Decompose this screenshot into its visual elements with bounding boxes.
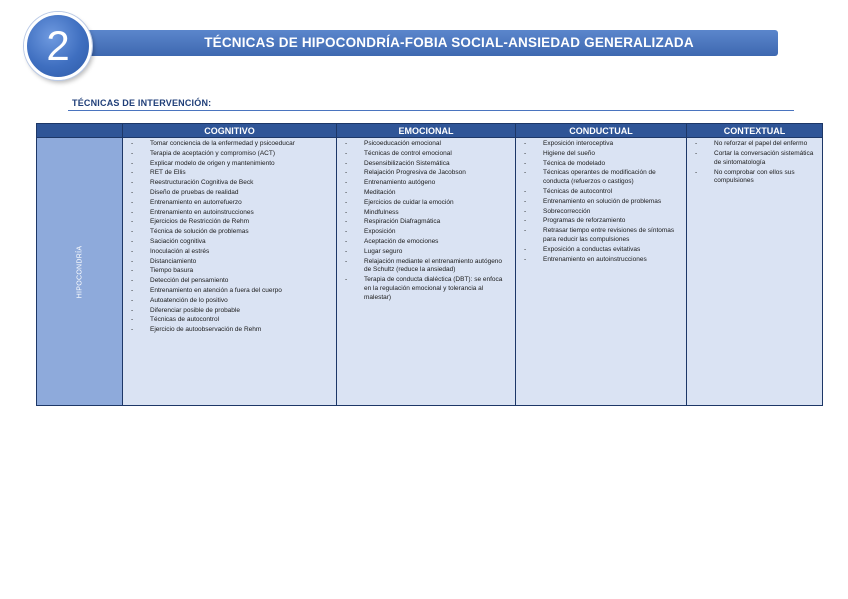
list-item: - Sobrecorrección: [522, 208, 682, 217]
section-number-badge: 2: [24, 12, 92, 80]
list-item: - Entrenamiento en autorrefuerzo: [129, 199, 332, 208]
list-item: - Distanciamiento: [129, 258, 332, 267]
table-row: [37, 138, 823, 406]
title-banner: [60, 30, 778, 56]
list-item: - Aceptación de emociones: [343, 238, 511, 247]
list-item: - Diseño de pruebas de realidad: [129, 189, 332, 198]
list-item: - Exposición: [343, 228, 511, 237]
cell-emocional: [337, 138, 516, 406]
list-item: - Explicar modelo de origen y mantenimiento: [129, 160, 332, 169]
list-item: - Tomar conciencia de la enfermedad y psicoeducar: [129, 140, 332, 149]
page-title: TÉCNICAS DE HIPOCONDRÍA-FOBIA SOCIAL-ANSIEDAD GENERALIZADA: [204, 35, 694, 50]
list-emocional: [343, 140, 511, 303]
list-item: - Entrenamiento en autoinstrucciones: [129, 209, 332, 218]
list-item: - Lugar seguro: [343, 248, 511, 257]
list-item: - Diferenciar posible de probable: [129, 307, 332, 316]
section-heading: TÉCNICAS DE INTERVENCIÓN:: [72, 98, 212, 108]
list-item: - Saciación cognitiva: [129, 238, 332, 247]
column-header-cognitivo: COGNITIVO: [123, 124, 337, 138]
list-item: - Psicoeducación emocional: [343, 140, 511, 149]
list-item: - Técnicas de control emocional: [343, 150, 511, 159]
list-item: - Inoculación al estrés: [129, 248, 332, 257]
list-item: - Respiración Diafragmática: [343, 218, 511, 227]
list-item: - Retrasar tiempo entre revisiones de síntomas para reducir las compulsiones: [522, 227, 682, 245]
list-item: - Desensibilización Sistemática: [343, 160, 511, 169]
section-divider: [68, 110, 794, 111]
cell-conductual: [516, 138, 687, 406]
list-item: - Terapia de conducta dialéctica (DBT): se enfoca en la regulación emocional y tolerancia al malestar): [343, 276, 511, 303]
list-item: - Ejercicios de cuidar la emoción: [343, 199, 511, 208]
cell-contextual: [687, 138, 823, 406]
list-item: - Exposición a conductas evitativas: [522, 246, 682, 255]
list-item: - Ejercicio de autoobservación de Rehm: [129, 326, 332, 335]
column-header-emocional: EMOCIONAL: [337, 124, 516, 138]
list-conductual: [522, 140, 682, 265]
list-item: - Tiempo basura: [129, 267, 332, 276]
list-item: - Meditación: [343, 189, 511, 198]
list-contextual: [693, 140, 818, 186]
list-item: - Mindfulness: [343, 209, 511, 218]
list-item: - Entrenamiento en solución de problemas: [522, 198, 682, 207]
list-item: - Técnicas de autocontrol: [522, 188, 682, 197]
table-header-row: [37, 124, 823, 138]
list-item: - Relajación Progresiva de Jacobson: [343, 169, 511, 178]
header-corner-cell: [37, 124, 123, 138]
list-item: - Exposición interoceptiva: [522, 140, 682, 149]
column-header-conductual: CONDUCTUAL: [516, 124, 687, 138]
list-cognitivo: [129, 140, 332, 335]
list-item: - Cortar la conversación sistemática de sintomatología: [693, 150, 818, 168]
list-item: - Entrenamiento autógeno: [343, 179, 511, 188]
list-item: - No comprobar con ellos sus compulsiones: [693, 169, 818, 187]
list-item: - Técnica de solución de problemas: [129, 228, 332, 237]
list-item: - Técnica de modelado: [522, 160, 682, 169]
list-item: - Higiene del sueño: [522, 150, 682, 159]
cell-cognitivo: [123, 138, 337, 406]
column-header-contextual: CONTEXTUAL: [687, 124, 823, 138]
list-item: - Detección del pensamiento: [129, 277, 332, 286]
row-header-cell: [37, 138, 123, 406]
list-item: - Terapia de aceptación y compromiso (ACT): [129, 150, 332, 159]
list-item: - Programas de reforzamiento: [522, 217, 682, 226]
list-item: - Ejercicios de Restricción de Rehm: [129, 218, 332, 227]
techniques-table: [36, 123, 823, 406]
list-item: - Técnicas operantes de modificación de conducta (refuerzos o castigos): [522, 169, 682, 187]
row-label-hipocondria: HIPOCONDRÍA: [76, 245, 83, 298]
list-item: - Reestructuración Cognitiva de Beck: [129, 179, 332, 188]
list-item: - Relajación mediante el entrenamiento autógeno de Schultz (reduce la ansiedad): [343, 258, 511, 276]
list-item: - Técnicas de autocontrol: [129, 316, 332, 325]
list-item: - RET de Ellis: [129, 169, 332, 178]
list-item: - No reforzar el papel del enfermo: [693, 140, 818, 149]
list-item: - Entrenamiento en autoinstrucciones: [522, 256, 682, 265]
list-item: - Autoatención de lo positivo: [129, 297, 332, 306]
list-item: - Entrenamiento en atención a fuera del cuerpo: [129, 287, 332, 296]
